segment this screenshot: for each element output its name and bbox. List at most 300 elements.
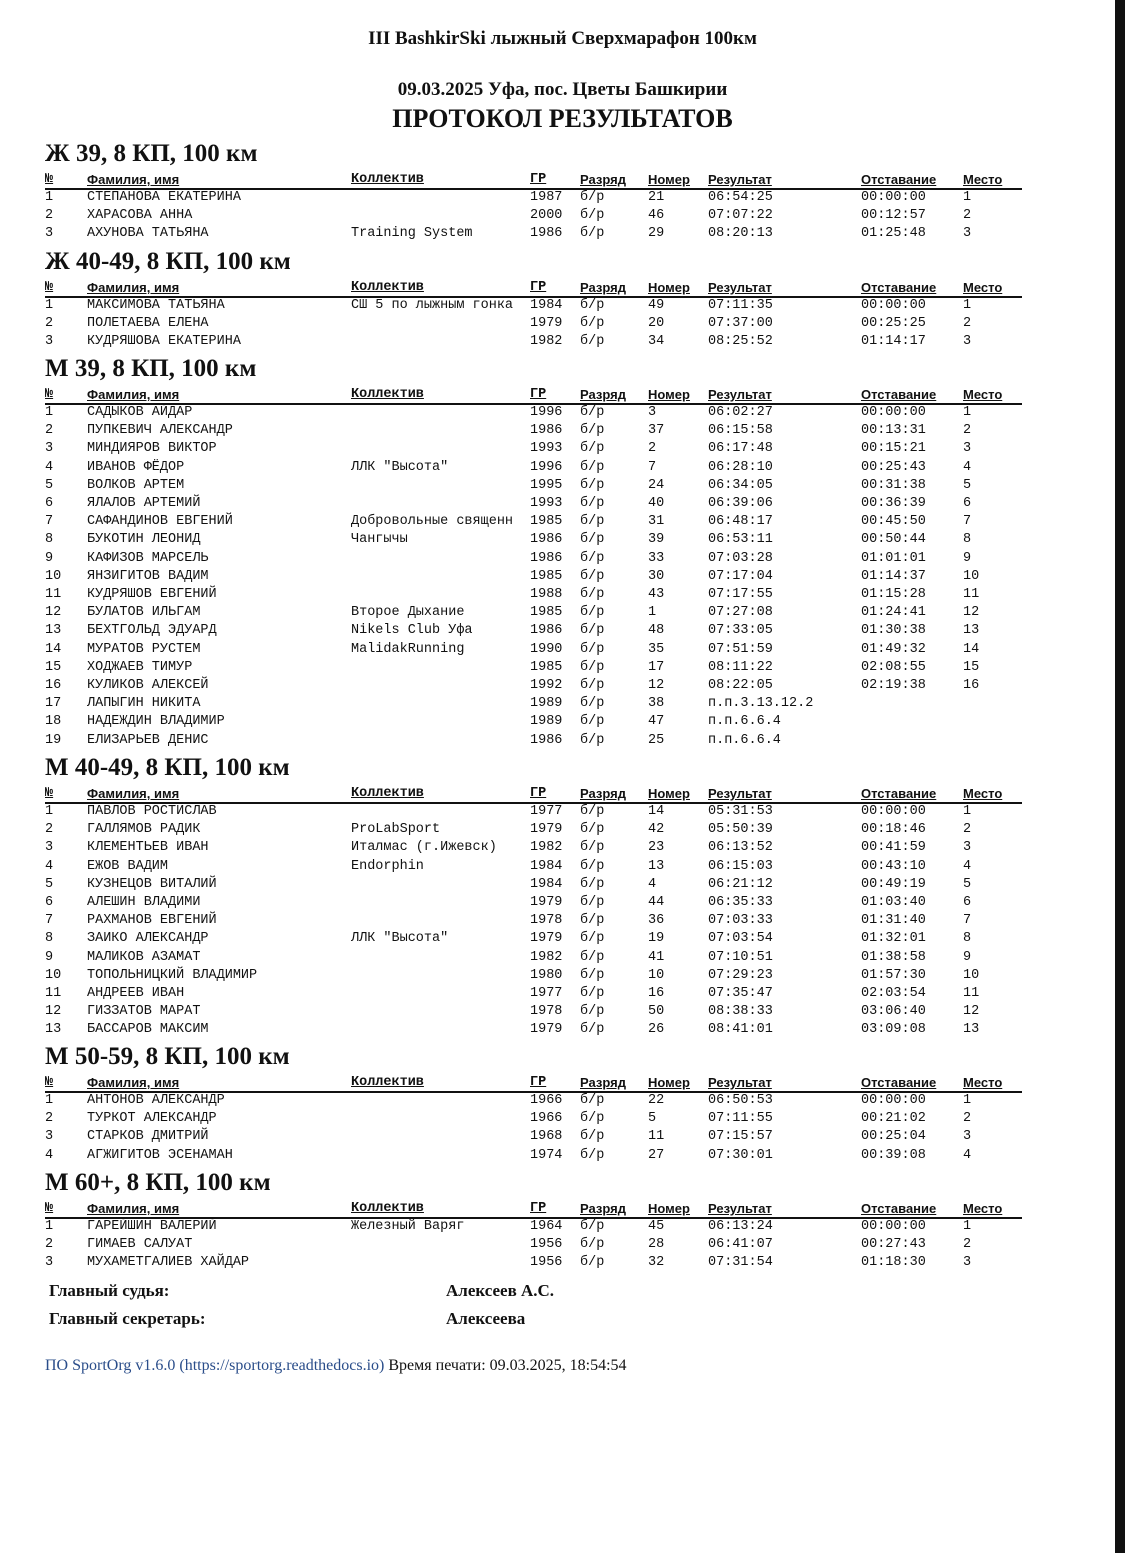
athlete-name: НАДЕЖДИН ВЛАДИМИР: [87, 714, 225, 730]
header-year: ГР: [530, 786, 547, 801]
time-gap: 00:27:43: [861, 1237, 926, 1253]
birth-year: 1986: [530, 423, 563, 439]
place: 2: [963, 423, 972, 439]
header-no: №: [45, 1075, 54, 1090]
birth-year: 1993: [530, 441, 563, 457]
place: 3: [963, 1129, 972, 1145]
place: 1: [963, 1093, 972, 1108]
bib-number: 12: [648, 678, 665, 693]
rank: б/р: [580, 423, 605, 439]
time-gap: 00:25:43: [861, 459, 926, 475]
header-gap: Отставание: [861, 1075, 937, 1090]
time-gap: 01:24:41: [861, 605, 926, 621]
rank: б/р: [580, 678, 605, 693]
athlete-name: КУЛИКОВ АЛЕКСЕЙ: [87, 678, 209, 693]
bib-number: 4: [648, 876, 657, 892]
result-time: 07:17:04: [708, 568, 773, 584]
rank: б/р: [580, 732, 605, 748]
header-place: Место: [963, 172, 1003, 187]
place: 13: [963, 1022, 980, 1038]
rank: б/р: [580, 1147, 605, 1163]
birth-year: 1985: [530, 568, 563, 584]
header-place: Место: [963, 280, 1003, 295]
place-no: 2: [45, 822, 54, 838]
category-title: Ж 39, 8 КП, 100 км: [45, 140, 258, 167]
header-rank: Разряд: [580, 280, 626, 295]
bib-number: 26: [648, 1022, 665, 1038]
rank: б/р: [580, 913, 605, 929]
header-no: №: [45, 280, 54, 295]
birth-year: 1986: [530, 532, 563, 548]
header-team: Коллектив: [351, 280, 424, 295]
result-time: 07:03:33: [708, 913, 773, 929]
place-no: 8: [45, 532, 54, 548]
place-no: 6: [45, 496, 54, 511]
rank: б/р: [580, 298, 605, 313]
rank: б/р: [580, 641, 605, 657]
athlete-name: ТОПОЛЬНИЦКИЙ ВЛАДИМИР: [87, 967, 258, 983]
result-time: 06:35:33: [708, 895, 773, 910]
header-team: Коллектив: [351, 1075, 424, 1090]
rank: б/р: [580, 208, 605, 224]
place: 1: [963, 298, 972, 313]
time-gap: 00:50:44: [861, 532, 926, 548]
birth-year: 1988: [530, 587, 563, 602]
bib-number: 30: [648, 568, 665, 584]
place: 12: [963, 605, 980, 621]
bib-number: 10: [648, 967, 665, 983]
header-rank: Разряд: [580, 786, 626, 801]
result-time: п.п.6.6.4: [708, 714, 781, 730]
place-no: 14: [45, 641, 62, 657]
result-time: 06:41:07: [708, 1237, 773, 1253]
athlete-name: МИНДИЯРОВ ВИКТОР: [87, 441, 217, 457]
athlete-name: ГАЛЛЯМОВ РАДИК: [87, 822, 201, 838]
result-time: 06:13:24: [708, 1219, 773, 1234]
athlete-name: ГИМАЕВ САЛУАТ: [87, 1237, 193, 1253]
place-no: 2: [45, 316, 54, 332]
rank: б/р: [580, 949, 605, 965]
place-no: 17: [45, 696, 62, 712]
athlete-name: МУХАМЕТГАЛИЕВ ХАЙДАР: [87, 1255, 250, 1271]
place-no: 13: [45, 623, 62, 639]
athlete-name: ЕЛИЗАРЬЕВ ДЕНИС: [87, 732, 209, 748]
result-time: 06:53:11: [708, 532, 773, 548]
place: 16: [963, 678, 980, 693]
team: MalidakRunning: [351, 641, 465, 657]
bib-number: 38: [648, 696, 665, 712]
rank: б/р: [580, 226, 605, 242]
bib-number: 3: [648, 405, 657, 420]
birth-year: 1968: [530, 1129, 563, 1145]
place: 5: [963, 477, 972, 493]
header-bib: Номер: [648, 1075, 690, 1090]
result-time: 08:20:13: [708, 226, 773, 242]
result-time: 08:22:05: [708, 678, 773, 693]
birth-year: 1964: [530, 1219, 563, 1234]
birth-year: 1992: [530, 678, 563, 693]
birth-year: 1977: [530, 986, 563, 1001]
time-gap: 00:18:46: [861, 822, 926, 838]
athlete-name: ИВАНОВ ФЁДОР: [87, 459, 185, 475]
rank: б/р: [580, 858, 605, 874]
rank: б/р: [580, 514, 605, 530]
bib-number: 33: [648, 550, 665, 566]
result-time: 07:03:28: [708, 550, 773, 566]
rank: б/р: [580, 1093, 605, 1108]
header-no: №: [45, 1201, 54, 1216]
birth-year: 2000: [530, 208, 563, 224]
athlete-name: БЕХТГОЛЬД ЭДУАРД: [87, 623, 217, 639]
result-time: 06:17:48: [708, 441, 773, 457]
birth-year: 1978: [530, 913, 563, 929]
athlete-name: АНТОНОВ АЛЕКСАНДР: [87, 1093, 225, 1108]
time-gap: 01:30:38: [861, 623, 926, 639]
place: 1: [963, 1219, 972, 1234]
birth-year: 1995: [530, 477, 563, 493]
athlete-name: БАССАРОВ МАКСИМ: [87, 1022, 209, 1038]
rank: б/р: [580, 441, 605, 457]
athlete-name: ЗАИКО АЛЕКСАНДР: [87, 931, 209, 947]
time-gap: 00:31:38: [861, 477, 926, 493]
bib-number: 35: [648, 641, 665, 657]
team: ЛЛК "Высота": [351, 459, 449, 475]
result-time: 06:13:52: [708, 840, 773, 856]
header-gap: Отставание: [861, 280, 937, 295]
header-year: ГР: [530, 387, 547, 402]
place-no: 5: [45, 477, 54, 493]
athlete-name: ЯЛАЛОВ АРТЕМИЙ: [87, 496, 201, 511]
birth-year: 1974: [530, 1147, 563, 1163]
bib-number: 29: [648, 226, 665, 242]
place-no: 7: [45, 913, 54, 929]
bib-number: 50: [648, 1004, 665, 1020]
athlete-name: ГАРЕЙШИН ВАЛЕРИЙ: [87, 1219, 217, 1234]
rank: б/р: [580, 986, 605, 1001]
birth-year: 1966: [530, 1093, 563, 1108]
time-gap: 01:15:28: [861, 587, 926, 602]
rank: б/р: [580, 804, 605, 819]
birth-year: 1985: [530, 514, 563, 530]
software-link[interactable]: ПО SportOrg v1.6.0 (https://sportorg.readthedocs.io): [45, 1357, 385, 1374]
place-no: 11: [45, 986, 62, 1001]
bib-number: 31: [648, 514, 665, 530]
bib-number: 32: [648, 1255, 665, 1271]
bib-number: 45: [648, 1219, 665, 1234]
birth-year: 1996: [530, 459, 563, 475]
time-gap: 01:03:40: [861, 895, 926, 910]
birth-year: 1982: [530, 949, 563, 965]
athlete-name: ЯНЗИГИТОВ ВАДИМ: [87, 568, 209, 584]
birth-year: 1977: [530, 804, 563, 819]
rank: б/р: [580, 1111, 605, 1127]
bib-number: 21: [648, 190, 665, 205]
bib-number: 40: [648, 496, 665, 511]
athlete-name: МАКСИМОВА ТАТЬЯНА: [87, 298, 225, 313]
place: 4: [963, 459, 972, 475]
header-result: Результат: [708, 1201, 772, 1216]
birth-year: 1956: [530, 1255, 563, 1271]
category-title: М 40-49, 8 КП, 100 км: [45, 754, 290, 781]
place-no: 1: [45, 804, 54, 819]
team: Добровольные священн: [351, 514, 514, 530]
athlete-name: БУЛАТОВ ИЛЬГАМ: [87, 605, 201, 621]
rank: б/р: [580, 967, 605, 983]
place: 2: [963, 316, 972, 332]
header-result: Результат: [708, 786, 772, 801]
result-time: 06:15:58: [708, 423, 773, 439]
place-no: 15: [45, 659, 62, 675]
place: 3: [963, 334, 972, 350]
result-time: п.п.3.13.12.2: [708, 696, 814, 712]
category-title: М 60+, 8 КП, 100 км: [45, 1169, 271, 1196]
place-no: 4: [45, 1147, 54, 1163]
place: 1: [963, 405, 972, 420]
place-no: 12: [45, 605, 62, 621]
header-result: Результат: [708, 280, 772, 295]
header-rank: Разряд: [580, 172, 626, 187]
team: ProLabSport: [351, 822, 441, 838]
header-no: №: [45, 387, 54, 402]
birth-year: 1986: [530, 623, 563, 639]
time-gap: 01:32:01: [861, 931, 926, 947]
header-rank: Разряд: [580, 387, 626, 402]
athlete-name: ХОДЖАЕВ ТИМУР: [87, 659, 193, 675]
place: 14: [963, 641, 980, 657]
rank: б/р: [580, 334, 605, 350]
rank: б/р: [580, 587, 605, 602]
birth-year: 1985: [530, 605, 563, 621]
athlete-name: САФАНДИНОВ ЕВГЕНИЙ: [87, 514, 233, 530]
header-place: Место: [963, 786, 1003, 801]
bib-number: 36: [648, 913, 665, 929]
place: 1: [963, 804, 972, 819]
place-no: 6: [45, 895, 54, 910]
place-no: 2: [45, 1111, 54, 1127]
time-gap: 00:12:57: [861, 208, 926, 224]
header-gap: Отставание: [861, 1201, 937, 1216]
time-gap: 02:03:54: [861, 986, 926, 1001]
bib-number: 24: [648, 477, 665, 493]
athlete-name: АЛЕШИН ВЛАДИМИ: [87, 895, 201, 910]
time-gap: 01:25:48: [861, 226, 926, 242]
rank: б/р: [580, 459, 605, 475]
bib-number: 39: [648, 532, 665, 548]
rank: б/р: [580, 316, 605, 332]
place-no: 4: [45, 459, 54, 475]
result-time: 07:33:05: [708, 623, 773, 639]
result-time: 07:10:51: [708, 949, 773, 965]
header-rank: Разряд: [580, 1201, 626, 1216]
athlete-name: ПУПКЕВИЧ АЛЕКСАНДР: [87, 423, 233, 439]
team: ЛЛК "Высота": [351, 931, 449, 947]
result-time: 07:07:22: [708, 208, 773, 224]
place: 4: [963, 858, 972, 874]
place: 11: [963, 986, 980, 1001]
place-no: 1: [45, 1093, 54, 1108]
place: 2: [963, 1111, 972, 1127]
bib-number: 5: [648, 1111, 657, 1127]
chief-secretary-name: Алексеева: [446, 1309, 526, 1328]
athlete-name: ГИЗЗАТОВ МАРАТ: [87, 1004, 201, 1020]
header-name: Фамилия, имя: [87, 1201, 180, 1216]
result-time: 07:51:59: [708, 641, 773, 657]
time-gap: 01:18:30: [861, 1255, 926, 1271]
header-bib: Номер: [648, 1201, 690, 1216]
birth-year: 1979: [530, 316, 563, 332]
place: 3: [963, 1255, 972, 1271]
place-no: 3: [45, 226, 54, 242]
birth-year: 1990: [530, 641, 563, 657]
team: Nikels Club Уфа: [351, 623, 473, 639]
place: 3: [963, 840, 972, 856]
time-gap: 00:00:00: [861, 190, 926, 205]
time-gap: 03:06:40: [861, 1004, 926, 1020]
birth-year: 1989: [530, 696, 563, 712]
chief-secretary-label: Главный секретарь:: [49, 1309, 206, 1328]
place: 6: [963, 496, 972, 511]
team: Италмас (г.Ижевск): [351, 840, 497, 856]
result-time: 06:39:06: [708, 496, 773, 511]
place: 9: [963, 550, 972, 566]
rank: б/р: [580, 496, 605, 511]
rank: б/р: [580, 1004, 605, 1020]
team: СШ 5 по лыжным гонка: [351, 298, 514, 313]
time-gap: 01:38:58: [861, 949, 926, 965]
birth-year: 1985: [530, 659, 563, 675]
birth-year: 1986: [530, 226, 563, 242]
place-no: 7: [45, 514, 54, 530]
place: 3: [963, 226, 972, 242]
place-no: 11: [45, 587, 62, 602]
team: Второе Дыхание: [351, 605, 465, 621]
bib-number: 49: [648, 298, 665, 313]
bib-number: 23: [648, 840, 665, 856]
header-gap: Отставание: [861, 786, 937, 801]
place: 3: [963, 441, 972, 457]
result-time: 06:34:05: [708, 477, 773, 493]
place: 2: [963, 822, 972, 838]
result-time: 06:02:27: [708, 405, 773, 420]
result-time: 07:27:08: [708, 605, 773, 621]
rank: б/р: [580, 931, 605, 947]
rank: б/р: [580, 876, 605, 892]
place: 7: [963, 514, 972, 530]
athlete-name: ТУРКОТ АЛЕКСАНДР: [87, 1111, 217, 1127]
header-gap: Отставание: [861, 387, 937, 402]
place: 1: [963, 190, 972, 205]
athlete-name: МУРАТОВ РУСТЕМ: [87, 641, 201, 657]
birth-year: 1993: [530, 496, 563, 511]
result-time: 06:48:17: [708, 514, 773, 530]
athlete-name: КУДРЯШОВА ЕКАТЕРИНА: [87, 334, 241, 350]
header-year: ГР: [530, 280, 547, 295]
place: 10: [963, 967, 980, 983]
rank: б/р: [580, 822, 605, 838]
place-no: 1: [45, 298, 54, 313]
bib-number: 47: [648, 714, 665, 730]
place-no: 18: [45, 714, 62, 730]
time-gap: 03:09:08: [861, 1022, 926, 1038]
bib-number: 13: [648, 858, 665, 874]
header-name: Фамилия, имя: [87, 1075, 180, 1090]
time-gap: 02:19:38: [861, 678, 926, 693]
time-gap: 00:00:00: [861, 1219, 926, 1234]
athlete-name: МАЛИКОВ АЗАМАТ: [87, 949, 201, 965]
category-title: М 50-59, 8 КП, 100 км: [45, 1043, 290, 1070]
bib-number: 42: [648, 822, 665, 838]
birth-year: 1986: [530, 732, 563, 748]
header-team: Коллектив: [351, 786, 424, 801]
result-time: 07:29:23: [708, 967, 773, 983]
bib-number: 17: [648, 659, 665, 675]
result-time: 07:37:00: [708, 316, 773, 332]
team: Training System: [351, 226, 473, 242]
header-place: Место: [963, 1075, 1003, 1090]
time-gap: 00:36:39: [861, 496, 926, 511]
header-name: Фамилия, имя: [87, 280, 180, 295]
place-no: 3: [45, 334, 54, 350]
birth-year: 1979: [530, 895, 563, 910]
category-title: М 39, 8 КП, 100 км: [45, 355, 257, 382]
place: 2: [963, 208, 972, 224]
result-time: 06:15:03: [708, 858, 773, 874]
athlete-name: САДЫКОВ АЙДАР: [87, 405, 193, 420]
result-time: 07:03:54: [708, 931, 773, 947]
place: 13: [963, 623, 980, 639]
place: 8: [963, 931, 972, 947]
result-time: 06:28:10: [708, 459, 773, 475]
place-no: 9: [45, 550, 54, 566]
time-gap: 01:31:40: [861, 913, 926, 929]
place: 4: [963, 1147, 972, 1163]
page-edge: [1115, 0, 1125, 1553]
place: 10: [963, 568, 980, 584]
header-team: Коллектив: [351, 172, 424, 187]
birth-year: 1956: [530, 1237, 563, 1253]
rank: б/р: [580, 623, 605, 639]
bib-number: 16: [648, 986, 665, 1001]
place-no: 19: [45, 732, 62, 748]
rank: б/р: [580, 714, 605, 730]
place: 8: [963, 532, 972, 548]
event-date-location: 09.03.2025 Уфа, пос. Цветы Башкирии: [397, 79, 728, 100]
result-time: 05:31:53: [708, 804, 773, 819]
place-no: 3: [45, 1129, 54, 1145]
place-no: 12: [45, 1004, 62, 1020]
bib-number: 48: [648, 623, 665, 639]
bib-number: 20: [648, 316, 665, 332]
athlete-name: КЛЕМЕНТЬЕВ ИВАН: [87, 840, 209, 856]
header-name: Фамилия, имя: [87, 387, 180, 402]
time-gap: 00:00:00: [861, 1093, 926, 1108]
header-team: Коллектив: [351, 387, 424, 402]
place: 6: [963, 895, 972, 910]
birth-year: 1980: [530, 967, 563, 983]
header-no: №: [45, 172, 54, 187]
place: 2: [963, 1237, 972, 1253]
rank: б/р: [580, 550, 605, 566]
place-no: 1: [45, 1219, 54, 1234]
place-no: 1: [45, 405, 54, 420]
time-gap: 01:14:37: [861, 568, 926, 584]
rank: б/р: [580, 840, 605, 856]
place-no: 2: [45, 208, 54, 224]
athlete-name: КУЗНЕЦОВ ВИТАЛИЙ: [87, 876, 217, 892]
team: Железный Варяг: [351, 1219, 465, 1234]
athlete-name: АГЖИГИТОВ ЭСЕНАМАН: [87, 1147, 233, 1163]
result-time: 05:50:39: [708, 822, 773, 838]
